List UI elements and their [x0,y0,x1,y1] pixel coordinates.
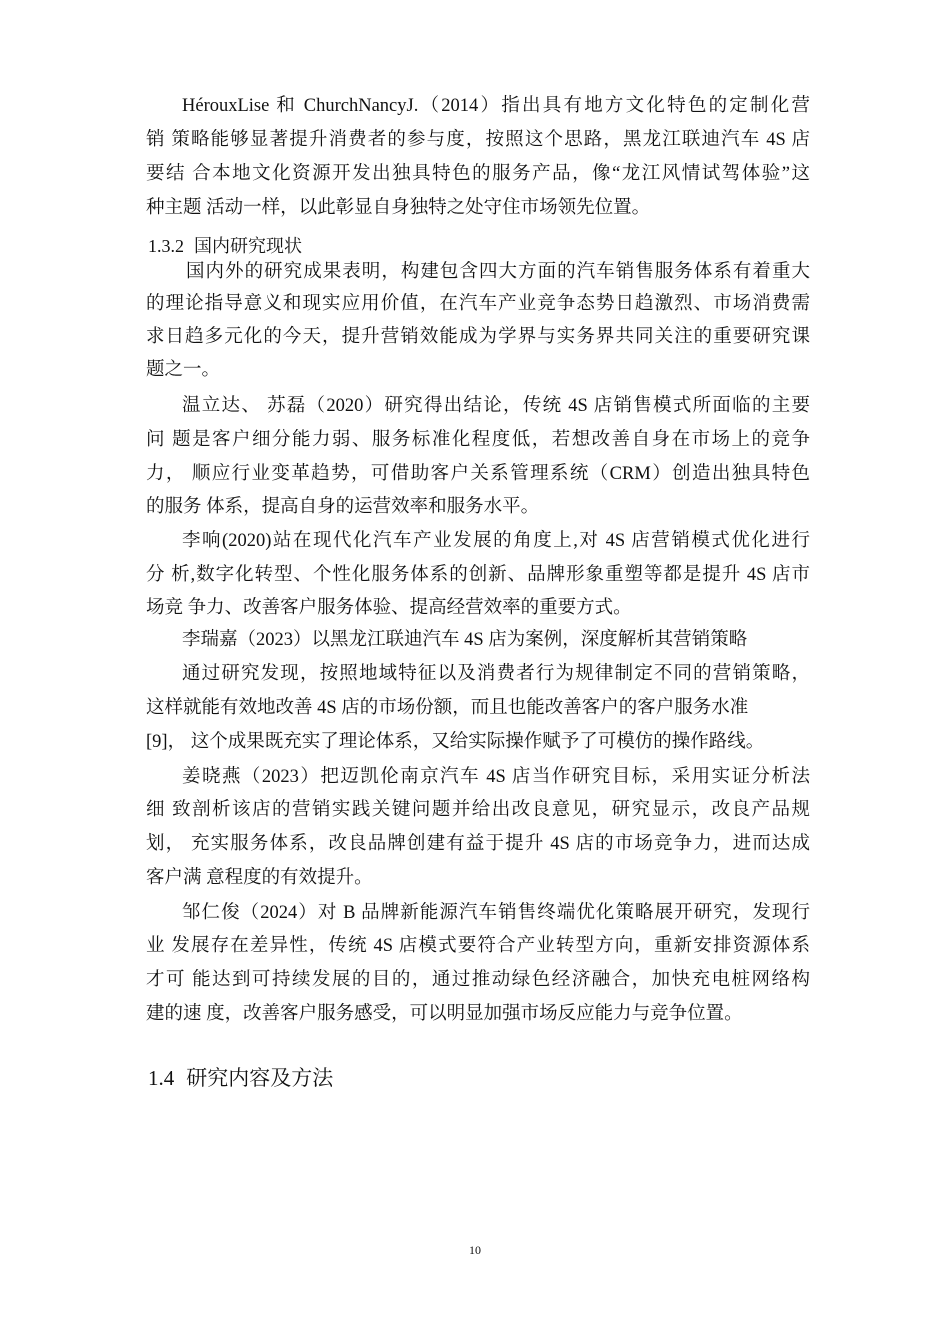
page-number: 10 [469,1243,481,1257]
text-line: 这样就能有效地改善 4S 店的市场份额，而且也能改善客户的客户服务水准 [146,698,749,718]
section-title: 国内研究现状 [194,236,302,257]
text-line: 邹仁俊（2024）对 B 品牌新能源汽车销售终端优化策略展开研究，发现行 [182,903,810,923]
section-heading-1-4 [148,1064,333,1092]
section-number: 1.3.2 [148,236,184,256]
text-line: 分 析,数字化转型、个性化服务体系的创新、品牌形象重塑等都是提升 4S 店市 [146,565,810,585]
text-line: 客户满 意程度的有效提升。 [146,868,373,888]
text-line: 李瑞嘉（2023）以黑龙江联迪汽车 4S 店为案例，深度解析其营销策略 [182,630,748,650]
text-line: 力， 顺应行业变革趋势，可借助客户关系管理系统（CRM）创造出独具特色 [146,464,810,484]
text-line: 温立达、 苏磊（2020）研究得出结论，传统 4S 店销售模式所面临的主要 [182,396,810,416]
text-line: 细 致剖析该店的营销实践关键问题并给出改良意见，研究显示，改良产品规 [146,800,810,820]
text-line: 李响(2020)站在现代化汽车产业发展的角度上,对 4S 店营销模式优化进行 [182,531,810,551]
text-line: 姜晓燕（2023）把迈凯伦南京汽车 4S 店当作研究目标，采用实证分析法 [182,767,810,787]
text-line: 求日趋多元化的今天，提升营销效能成为学界与实务界共同关注的重要研究课 [146,327,810,347]
text-line: [9]， 这个成果既充实了理论体系，又给实际操作赋予了可模仿的操作路线。 [146,732,765,752]
text-line: 划， 充实服务体系，改良品牌创建有益于提升 4S 店的市场竞争力，进而达成 [146,834,810,854]
text-line: 场竞 争力、改善客户服务体验、提高经营效率的重要方式。 [146,598,632,618]
text-line: 才可 能达到可持续发展的目的，通过推动绿色经济融合，加快充电桩网络构 [146,970,810,990]
text-line: 建的速 度，改善客户服务感受，可以明显加强市场反应能力与竞争位置。 [146,1004,743,1024]
text-line: 业 发展存在差异性，传统 4S 店模式要符合产业转型方向，重新安排资源体系 [146,936,810,956]
text-line: 种主题 活动一样，以此彰显自身独特之处守住市场领先位置。 [146,198,651,218]
text-line: 销 策略能够显著提升消费者的参与度，按照这个思路，黑龙江联迪汽车 4S 店 [146,130,810,150]
text-line: 问 题是客户细分能力弱、服务标准化程度低，若想改善自身在市场上的竞争 [146,430,810,450]
section-heading-1-3-2 [148,234,302,259]
text-line: 通过研究发现，按照地域特征以及消费者行为规律制定不同的营销策略， [182,664,810,684]
text-line: HérouxLise 和 ChurchNancyJ.（2014）指出具有地方文化特色的定制化营 [182,96,810,116]
text-line: 要结 合本地文化资源开发出独具特色的服务产品，像“龙江风情试驾体验”这 [146,164,810,184]
text-line: 的服务 体系，提高自身的运营效率和服务水平。 [146,497,540,517]
section-number: 1.4 [148,1066,175,1090]
text-line: 题之一。 [146,360,221,380]
section-title: 研究内容及方法 [186,1066,334,1090]
text-line: 国内外的研究成果表明，构建包含四大方面的汽车销售服务体系有着重大 [186,262,810,282]
text-line: 的理论指导意义和现实应用价值，在汽车产业竞争态势日趋激烈、市场消费需 [146,294,810,314]
